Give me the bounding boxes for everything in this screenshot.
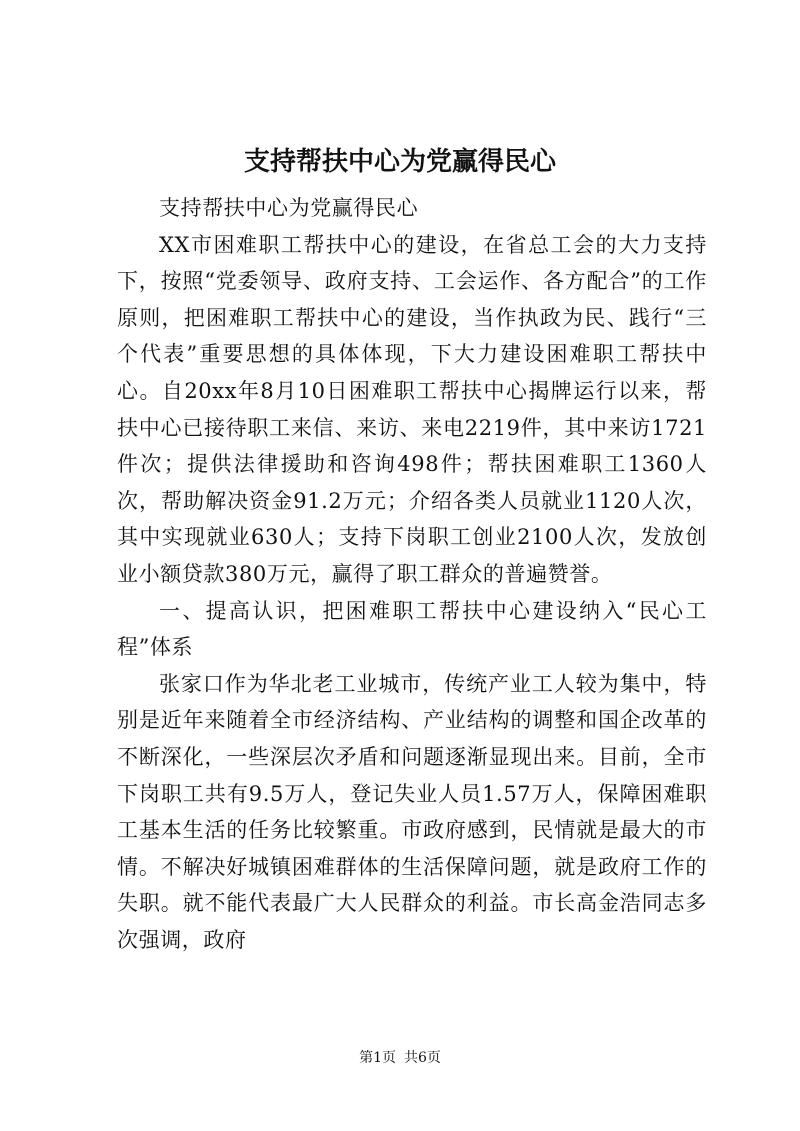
- body-paragraph: 张家口作为华北老工业城市，传统产业工人较为集中，特别是近年来随着全市经济结构、产业结构的调整和国企改革的不断深化，一些深层次矛盾和问题逐渐显现出来。目前，全市下岗职工共有9.5万人，登记失业人员1.57万人，保障困难职工基本生活的任务比较繁重。市政府感到，民情就是最大的市情。不解决好城镇困难群体的生活保障问题，就是政府工作的失职。就不能代表最广大人民群众的利益。市长高金浩同志多次强调，政府: [117, 671, 707, 952]
- page-footer: [0, 1048, 800, 1068]
- document-title: 支持帮扶中心为党赢得民心: [243, 147, 556, 177]
- document-body: [117, 190, 707, 958]
- subtitle-paragraph: 支持帮扶中心为党赢得民心: [159, 196, 419, 220]
- section-heading-paragraph: 一、提高认识，把困难职工帮扶中心建设纳入“民心工程”体系: [117, 598, 707, 660]
- page-number: 第1页: [359, 1050, 396, 1066]
- page-total: 共6页: [404, 1050, 441, 1066]
- intro-paragraph: XX市困难职工帮扶中心的建设，在省总工会的大力支持下，按照“党委领导、政府支持、工会运作、各方配合”的工作原则，把困难职工帮扶中心的建设，当作执政为民、践行“三个代表”重要思想的具体体现，下大力建设困难职工帮扶中心。自20xx年8月10日困难职工帮扶中心揭牌运行以来，帮扶中心已接待职工来信、来访、来电2219件，其中来访1721件次；提供法律援助和咨询498件；帮扶困难职工1360人次，帮助解决资金91.2万元；介绍各类人员就业1120人次，其中实现就业630人；支持下岗职工创业2100人次，发放创业小额贷款380万元，赢得了职工群众的普遍赞誉。: [117, 232, 707, 586]
